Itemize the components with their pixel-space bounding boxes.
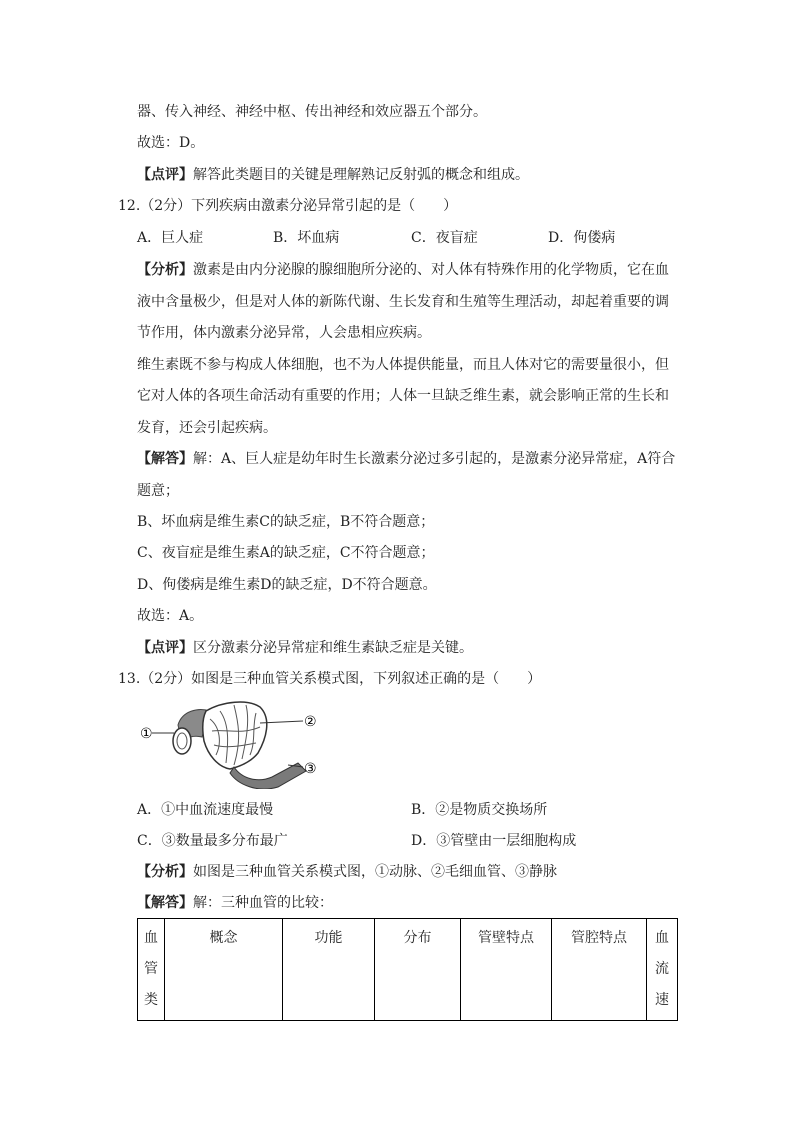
answer-text: 解：三种血管的比较： bbox=[193, 895, 333, 911]
line-1: 器、传入神经、神经中枢、传出神经和效应器五个部分。 bbox=[137, 104, 487, 120]
q12-option-c: C．夜盲症 bbox=[411, 230, 478, 246]
answer-13 bbox=[137, 893, 333, 913]
answer-tag: 【解答】 bbox=[137, 895, 193, 911]
header-function: 功能 bbox=[283, 919, 375, 1021]
q12-option-a: A．巨人症 bbox=[137, 230, 204, 246]
comment-text: 解答此类题目的关键是理解熟记反射弧的概念和组成。 bbox=[193, 167, 529, 183]
q13-option-b: B．②是物质交换场所 bbox=[411, 802, 548, 818]
analysis-12-line-5: 它对人体的各项生命活动有重要的作用；人体一旦缺乏维生素，就会影响正常的生长和 bbox=[137, 388, 669, 404]
figure-label-3: ③ bbox=[304, 761, 317, 777]
header-vessel-type: 血管类 bbox=[138, 919, 165, 1021]
answer-12-line-3: B、坏血病是维生素C的缺乏症，B不符合题意； bbox=[137, 514, 435, 530]
comment-12 bbox=[137, 638, 473, 658]
header-wall: 管壁特点 bbox=[461, 919, 552, 1021]
answer-text: 解：A、巨人症是幼年时生长激素分泌过多引起的，是激素分泌异常症，A符合 bbox=[193, 451, 676, 467]
q13-option-a: A．①中血流速度最慢 bbox=[137, 802, 274, 818]
analysis-12-line-2: 液中含量极少，但是对人体的新陈代谢、生长发育和生殖等生理活动，却起着重要的调 bbox=[137, 294, 669, 310]
analysis-12-line-3: 节作用，体内激素分泌异常，人会患相应疾病。 bbox=[137, 325, 431, 341]
answer-12-line-6: 故选：A。 bbox=[137, 608, 204, 624]
answer-12-line-4: C、夜盲症是维生素A的缺乏症，C不符合题意； bbox=[137, 545, 435, 561]
answer-12-line-1 bbox=[137, 449, 675, 469]
figure-label-1: ① bbox=[140, 726, 153, 742]
analysis-tag: 【分析】 bbox=[137, 864, 193, 880]
table-header-row bbox=[138, 919, 678, 1021]
comment-tag: 【点评】 bbox=[137, 640, 193, 656]
answer-12-line-5: D、佝偻病是维生素D的缺乏症，D不符合题意。 bbox=[137, 577, 437, 593]
comment-11 bbox=[137, 165, 529, 185]
vessel-comparison-table bbox=[137, 918, 678, 1021]
q13-option-d: D．③管壁由一层细胞构成 bbox=[411, 833, 577, 849]
comment-text: 区分激素分泌异常症和维生素缺乏症是关键。 bbox=[193, 640, 473, 656]
analysis-13 bbox=[137, 862, 557, 882]
analysis-12-line-6: 发育，还会引起疾病。 bbox=[137, 420, 277, 436]
question-12: 12.（2分）下列疾病由激素分泌异常引起的是（ ） bbox=[118, 198, 458, 214]
line-2: 故选：D。 bbox=[137, 135, 205, 151]
header-concept: 概念 bbox=[165, 919, 283, 1021]
q12-option-b: B．坏血病 bbox=[273, 230, 340, 246]
analysis-tag: 【分析】 bbox=[137, 262, 193, 278]
analysis-text: 如图是三种血管关系模式图，①动脉、②毛细血管、③静脉 bbox=[193, 864, 557, 880]
analysis-12-line-4: 维生素既不参与构成人体细胞，也不为人体提供能量，而且人体对它的需要量很小，但 bbox=[137, 357, 669, 373]
q13-option-c: C．③数量最多分布最广 bbox=[137, 833, 288, 849]
blood-vessel-diagram bbox=[138, 697, 328, 789]
header-distribution: 分布 bbox=[375, 919, 461, 1021]
q12-option-d: D．佝偻病 bbox=[548, 230, 616, 246]
answer-tag: 【解答】 bbox=[137, 451, 193, 467]
answer-12-line-2: 题意； bbox=[137, 483, 179, 499]
question-13: 13.（2分）如图是三种血管关系模式图，下列叙述正确的是（ ） bbox=[118, 671, 542, 687]
analysis-12-line-1 bbox=[137, 260, 669, 280]
comment-tag: 【点评】 bbox=[137, 167, 193, 183]
figure-label-2: ② bbox=[304, 714, 317, 730]
analysis-text: 激素是由内分泌腺的腺细胞所分泌的、对人体有特殊作用的化学物质，它在血 bbox=[193, 262, 669, 278]
header-lumen: 管腔特点 bbox=[552, 919, 647, 1021]
header-flow-speed: 血流速 bbox=[647, 919, 678, 1021]
